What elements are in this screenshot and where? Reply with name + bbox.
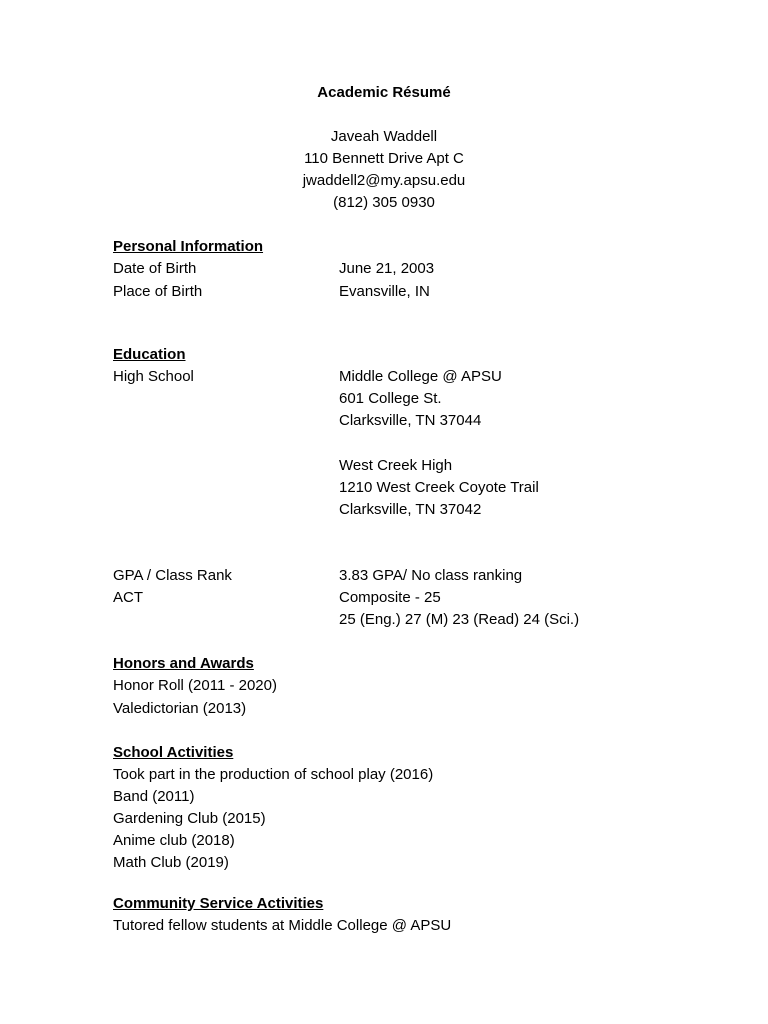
honor-item: Honor Roll (2011 - 2020) xyxy=(113,677,277,694)
activity-item: Took part in the production of school play (2016) xyxy=(113,766,434,783)
gpa-value: 3.83 GPA/ No class ranking xyxy=(339,567,523,584)
high-school-label: High School xyxy=(113,368,194,385)
community-heading: Community Service Activities xyxy=(113,895,324,912)
activity-item: Math Club (2019) xyxy=(113,854,229,871)
contact-address: 110 Bennett Drive Apt C xyxy=(304,150,464,167)
school2-street: 1210 West Creek Coyote Trail xyxy=(339,479,539,496)
education-heading: Education xyxy=(113,346,186,363)
contact-email: jwaddell2@my.apsu.edu xyxy=(302,172,466,189)
act-composite: Composite - 25 xyxy=(339,589,441,606)
honor-item: Valedictorian (2013) xyxy=(113,700,247,717)
pob-label: Place of Birth xyxy=(113,283,203,300)
dob-value: June 21, 2003 xyxy=(339,260,435,277)
activity-item: Band (2011) xyxy=(113,788,195,805)
school1-street: 601 College St. xyxy=(339,390,442,407)
school1-name: Middle College @ APSU xyxy=(339,368,502,385)
document-title: Academic Résumé xyxy=(317,84,451,101)
dob-label: Date of Birth xyxy=(113,260,197,277)
honors-heading: Honors and Awards xyxy=(113,655,254,672)
pob-value: Evansville, IN xyxy=(339,283,430,300)
act-breakdown: 25 (Eng.) 27 (M) 23 (Read) 24 (Sci.) xyxy=(339,611,580,628)
gpa-label: GPA / Class Rank xyxy=(113,567,232,584)
act-label: ACT xyxy=(113,589,143,606)
school2-city: Clarksville, TN 37042 xyxy=(339,501,482,518)
activity-item: Anime club (2018) xyxy=(113,832,235,849)
school1-city: Clarksville, TN 37044 xyxy=(339,412,482,429)
community-item: Tutored fellow students at Middle College @ APSU xyxy=(113,917,452,934)
school2-name: West Creek High xyxy=(339,457,453,474)
contact-phone: (812) 305 0930 xyxy=(333,194,435,211)
activity-item: Gardening Club (2015) xyxy=(113,810,266,827)
personal-heading: Personal Information xyxy=(113,238,264,255)
contact-name: Javeah Waddell xyxy=(330,128,438,145)
activities-heading: School Activities xyxy=(113,744,234,761)
